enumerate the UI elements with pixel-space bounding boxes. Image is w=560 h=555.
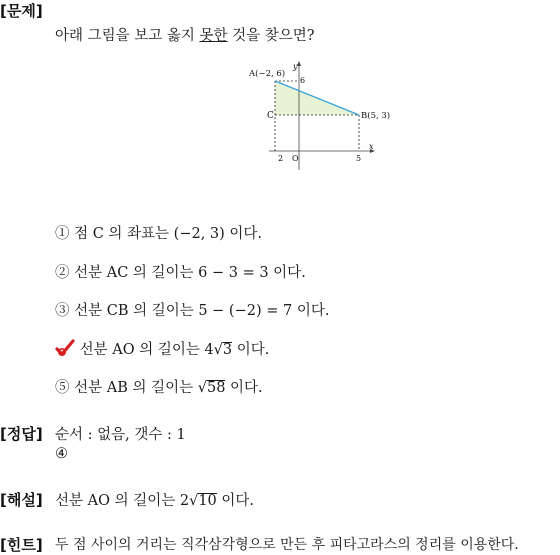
question-underlined-word: 못한: [199, 28, 228, 44]
label-C: C: [267, 111, 274, 121]
label-y: y: [293, 62, 298, 71]
explanation-sqrt-arg: 10: [198, 493, 217, 509]
choice-4: [55, 338, 269, 359]
problem-tag: [문제]: [0, 2, 43, 20]
explanation-text-after: 이다.: [216, 493, 254, 509]
y-axis-arrow: [297, 61, 301, 66]
sqrt-sign: √: [197, 380, 207, 396]
choice-2-text: 선분 AC 의 길이는 6 − 3 = 3 이다.: [74, 265, 306, 281]
choice-3: [55, 299, 329, 320]
explanation-text-before: 선분 AO 의 길이는 2: [55, 493, 190, 509]
label-B: B(5, 3): [361, 111, 391, 121]
choice-5: [55, 376, 263, 397]
tick-6: 6: [300, 76, 306, 85]
answer-tag: [정답]: [0, 425, 43, 443]
sqrt-sign: √: [213, 342, 223, 358]
tick-5: 5: [356, 154, 362, 163]
sqrt-sign: √: [189, 493, 199, 509]
label-x: x: [369, 142, 374, 151]
choice-5-marker: ⑤: [55, 380, 70, 396]
choice-2-marker: ②: [55, 265, 70, 281]
choice-1-text: 점 C 의 좌표는 (−2, 3) 이다.: [74, 226, 263, 242]
question-text-after: 것을 찾으면?: [227, 28, 315, 44]
hint-text: 두 점 사이의 거리는 직각삼각형으로 만든 후 피타고라스의 정리를 이용한다.: [55, 537, 519, 553]
choice-3-text: 선분 CB 의 길이는 5 − (−2) = 7 이다.: [74, 303, 330, 319]
choice-3-marker: ③: [55, 303, 70, 319]
answer-line-1: 순서 : 없음, 갯수 : 1: [55, 427, 186, 443]
label-A: A(−2, 6): [249, 69, 286, 79]
tick-neg2: 2: [278, 154, 284, 163]
choice-1: [55, 222, 262, 243]
choice-4-sqrt-arg: 3: [222, 342, 233, 358]
choice-5-text-after: 이다.: [225, 380, 263, 396]
choice-5-sqrt-arg: 58: [206, 380, 226, 396]
choice-1-marker: ①: [55, 226, 70, 242]
choice-4-text-after: 이다.: [232, 342, 270, 358]
choice-4-text-before: 선분 AO 의 길이는 4: [79, 342, 214, 358]
answer-line-2: ④: [55, 446, 68, 462]
check-icon: [55, 339, 75, 357]
explanation-tag: [해설]: [0, 491, 43, 509]
question-text: [55, 24, 315, 45]
coordinate-figure: [245, 58, 391, 176]
explanation-text: [55, 489, 254, 510]
question-text-before: 아래 그림을 보고 옳지: [55, 28, 200, 44]
tick-origin: O: [292, 154, 299, 163]
choice-5-text-before: 선분 AB 의 길이는: [74, 380, 198, 396]
choice-2: [55, 261, 306, 282]
hint-tag: [힌트]: [0, 536, 43, 554]
